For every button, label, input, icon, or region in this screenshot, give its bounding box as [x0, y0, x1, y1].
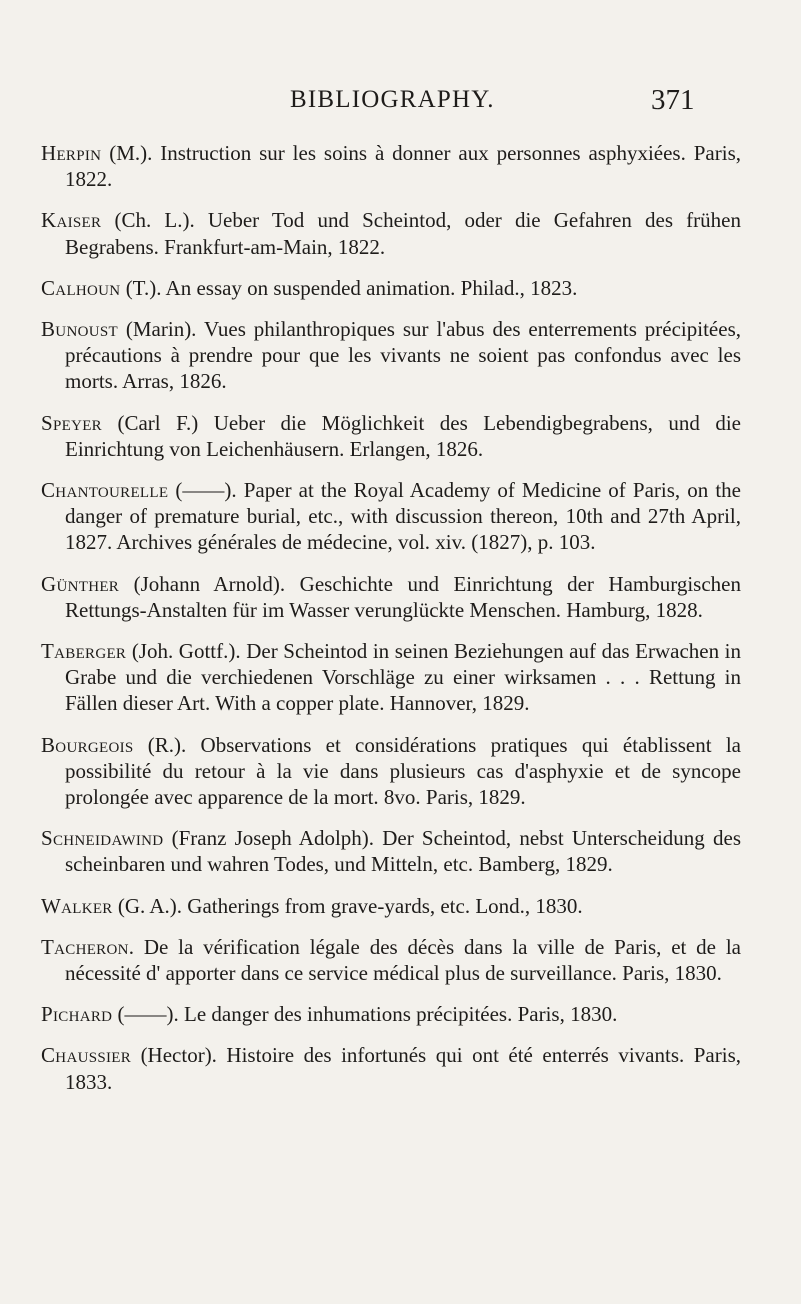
bibliography-entry	[41, 275, 741, 301]
bibliography-entry	[41, 316, 741, 395]
entry-author: Chaussier	[41, 1043, 132, 1068]
entry-text: (Johann Arnold). Geschichte und Einrichtung der Hamburgischen Rettungs-Anstalten für im Wasser verunglückte Menschen. Hamburg, 1828.	[65, 571, 741, 622]
entry-author: Speyer	[41, 410, 102, 435]
bibliography-entry	[41, 934, 741, 986]
entry-author: Calhoun	[41, 275, 121, 300]
entry-author: Herpin	[41, 141, 102, 165]
entry-text: (——). Le danger des inhumations précipitées. Paris, 1830.	[112, 1002, 618, 1027]
entry-text: (G. A.). Gatherings from grave-yards, etc. Lond., 1830.	[112, 893, 583, 918]
entry-text: (M.). Instruction sur les soins à donner aux personnes asphyxiées. Paris, 1822.	[65, 141, 741, 192]
running-title: BIBLIOGRAPHY.	[290, 86, 495, 113]
bibliography-entry	[41, 207, 741, 259]
entry-author: Kaiser	[41, 208, 102, 233]
bibliography-entry	[41, 410, 741, 462]
bibliography-entry	[41, 571, 741, 623]
bibliography-entry	[41, 732, 741, 811]
entry-author: Bunoust	[41, 317, 118, 342]
entry-text: (T.). An essay on suspended animation. Philad., 1823.	[120, 275, 578, 300]
bibliography-entry	[41, 893, 741, 919]
entry-text: (Hector). Histoire des infortunés qui ont été enterrés vivants. Paris, 1833.	[65, 1043, 741, 1094]
entry-text: (Carl F.) Ueber die Möglichkeit des Lebendigbegrabens, und die Einrichtung von Leichenhäusern. Erlangen, 1826.	[65, 410, 741, 461]
entry-text: (R.). Observations et considérations pratiques qui établissent la possibilité du retour à la vie dans plusieurs cas d'asphyxie et de syncope prolongée avec apparence de la mort. 8vo. Paris, 1829.	[65, 732, 741, 810]
bibliography-entry	[41, 1042, 741, 1094]
entry-text: (Marin). Vues philanthropiques sur l'abus des enterrements précipitées, précautions à prendre pour que les vivants ne soient pas confondus avec les morts. Arras, 1826.	[65, 317, 741, 394]
entry-author: Schneidawind	[41, 826, 164, 851]
entry-author: Chantourelle	[41, 478, 169, 503]
running-head	[0, 82, 801, 122]
entry-author: Pichard	[41, 1002, 113, 1027]
entry-text: (——). Paper at the Royal Academy of Medicine of Paris, on the danger of premature burial, etc., with discussion thereon, 10th and 27th April, 1827. Archives générales de médecine, vol. xiv. (1827), p. 103.	[65, 478, 741, 555]
bibliography-entry	[41, 140, 741, 192]
bibliography-entry	[41, 638, 741, 717]
entry-author: Günther	[41, 571, 120, 596]
bibliography-list	[41, 140, 741, 1110]
entry-author: Bourgeois	[41, 732, 134, 757]
entry-text: (Franz Joseph Adolph). Der Scheintod, nebst Unterscheidung des scheinbaren und wahren Todes, und Mitteln, etc. Bamberg, 1829.	[65, 826, 741, 877]
bibliography-entry	[41, 1001, 741, 1027]
entry-author: Taberger	[41, 639, 127, 664]
entry-author: Walker	[41, 893, 113, 918]
entry-text: (Ch. L.). Ueber Tod und Scheintod, oder die Gefahren des frühen Begrabens. Frankfurt-am-Main, 1822.	[65, 208, 741, 259]
bibliography-entry	[41, 477, 741, 556]
page-number: 371	[651, 84, 695, 116]
entry-text: . De la vérification légale des décès dans la ville de Paris, et de la nécessité d' apporter dans ce service médical plus de surveillance. Paris, 1830.	[65, 934, 741, 986]
entry-text: (Joh. Gottf.). Der Scheintod in seinen Beziehungen auf das Erwachen in Grabe und die verchiedenen Vorschläge zu einer wirksamen . . . Rettung in Fällen dieser Art. With a copper plate. Hannover, 1829.	[65, 639, 741, 716]
entry-author: Tacheron	[41, 934, 129, 959]
bibliography-entry	[41, 825, 741, 877]
